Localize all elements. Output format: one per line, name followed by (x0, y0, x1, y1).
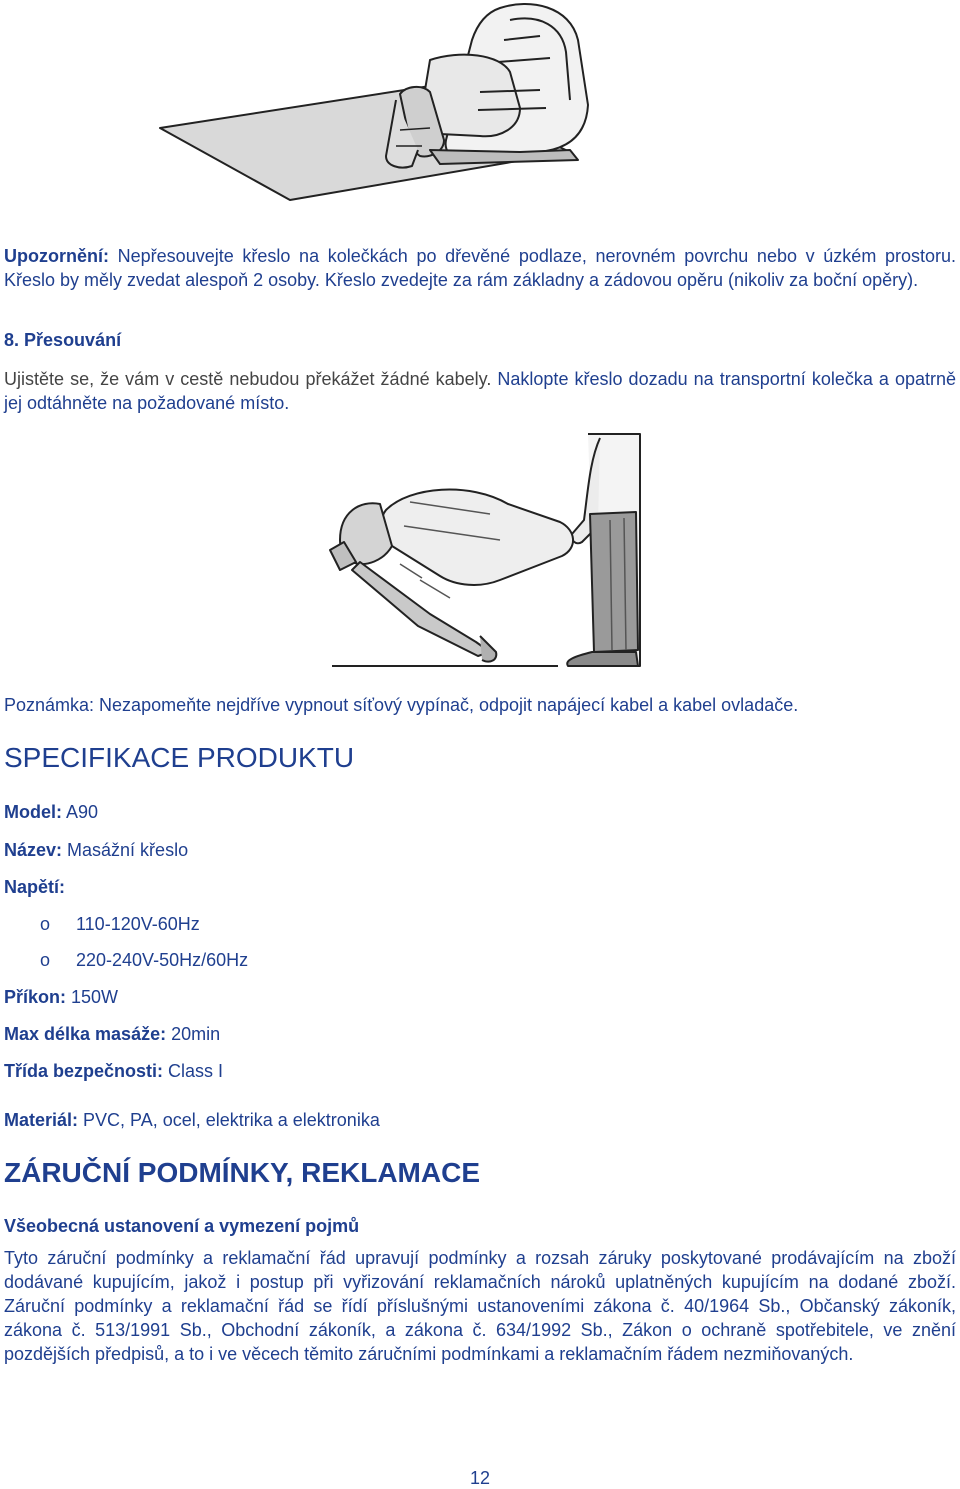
class-label: Třída bezpečnosti: (4, 1061, 164, 1081)
chair-on-mat-illustration (100, 0, 620, 205)
model-value: A90 (62, 802, 99, 822)
voltage-item (40, 912, 200, 936)
maxtime-value: 20min (166, 1024, 221, 1044)
maxtime-label: Max délka masáže: (4, 1024, 167, 1044)
spec-name (4, 838, 188, 862)
model-label: Model: (4, 802, 62, 822)
warning-text: Nepřesouvejte křeslo na kolečkách po dřevěné podlaze, nerovném povrchu nebo v úzkém prostoru. Křeslo by měly zvedat alespoň 2 osoby. Křeslo zvedejte za rám základny a zádovou opěru (nikoliv za boční opěry). (4, 246, 956, 290)
bullet-mark: o (40, 914, 51, 934)
voltage-label: Napětí: (4, 877, 66, 897)
spec-material (4, 1108, 380, 1132)
section-title: Přesouvání (24, 330, 122, 350)
section-body (4, 367, 956, 415)
page-number: 12 (469, 1468, 491, 1488)
bullet-mark: o (40, 950, 51, 970)
section-heading (4, 328, 956, 352)
spec-maxtime (4, 1022, 220, 1046)
section-number: 8. (4, 330, 20, 350)
tilting-chair-illustration (300, 430, 660, 675)
warranty-subheading: Všeobecná ustanovení a vymezení pojmů (4, 1216, 360, 1236)
note-text: Poznámka: Nezapomeňte nejdříve vypnout síťový vypínač, odpojit napájecí kabel a kabel ovladače. (4, 695, 799, 715)
spec-class (4, 1059, 223, 1083)
warranty-heading: ZÁRUČNÍ PODMÍNKY, REKLAMACE (4, 1157, 480, 1188)
spec-heading: SPECIFIKACE PRODUKTU (4, 742, 355, 773)
power-value: 150W (66, 987, 119, 1007)
warning-label: Upozornění: (4, 246, 109, 266)
voltage-value: 220-240V-50Hz/60Hz (76, 950, 249, 970)
voltage-value: 110-120V-60Hz (76, 914, 200, 934)
voltage-item (40, 948, 248, 972)
warning-paragraph (4, 244, 956, 292)
name-label: Název: (4, 840, 63, 860)
section-text-gray: Ujistěte se, že vám v cestě nebudou překážet žádné kabely. (4, 369, 492, 389)
class-value: Class I (163, 1061, 224, 1081)
spec-power (4, 985, 118, 1009)
power-label: Příkon: (4, 987, 67, 1007)
warranty-text: Tyto záruční podmínky a reklamační řád upravují podmínky a rozsah záruky poskytované prodávajícím na zboží dodávané kupujícím, jakož i postup při vyřizování reklamačních nároků uplatněných kupujícím na dodané zboží. Záruční podmínky a reklamační řád se řídí příslušnými ustanoveními zákona č. 40/1964 Sb., Občanský zákoník, zákona č. 513/1991 Sb., Obchodní zákoník, a zákona č. 634/1992 Sb., Zákon o ochraně spotřebitele, ve znění pozdějších předpisů, a to i ve věcech těmito záručními podmínkami a reklamačním řádem nezmiňovaných. (4, 1248, 956, 1364)
spec-voltage (4, 875, 65, 899)
section-text-blue: Naklopte křeslo dozadu na transportní kolečka a opatrně jej odtáhněte na požadované místo. (4, 369, 957, 413)
material-value: PVC, PA, ocel, elektrika a elektronika (78, 1110, 380, 1130)
material-label: Materiál: (4, 1110, 79, 1130)
name-value: Masážní křeslo (62, 840, 189, 860)
spec-model (4, 800, 98, 824)
